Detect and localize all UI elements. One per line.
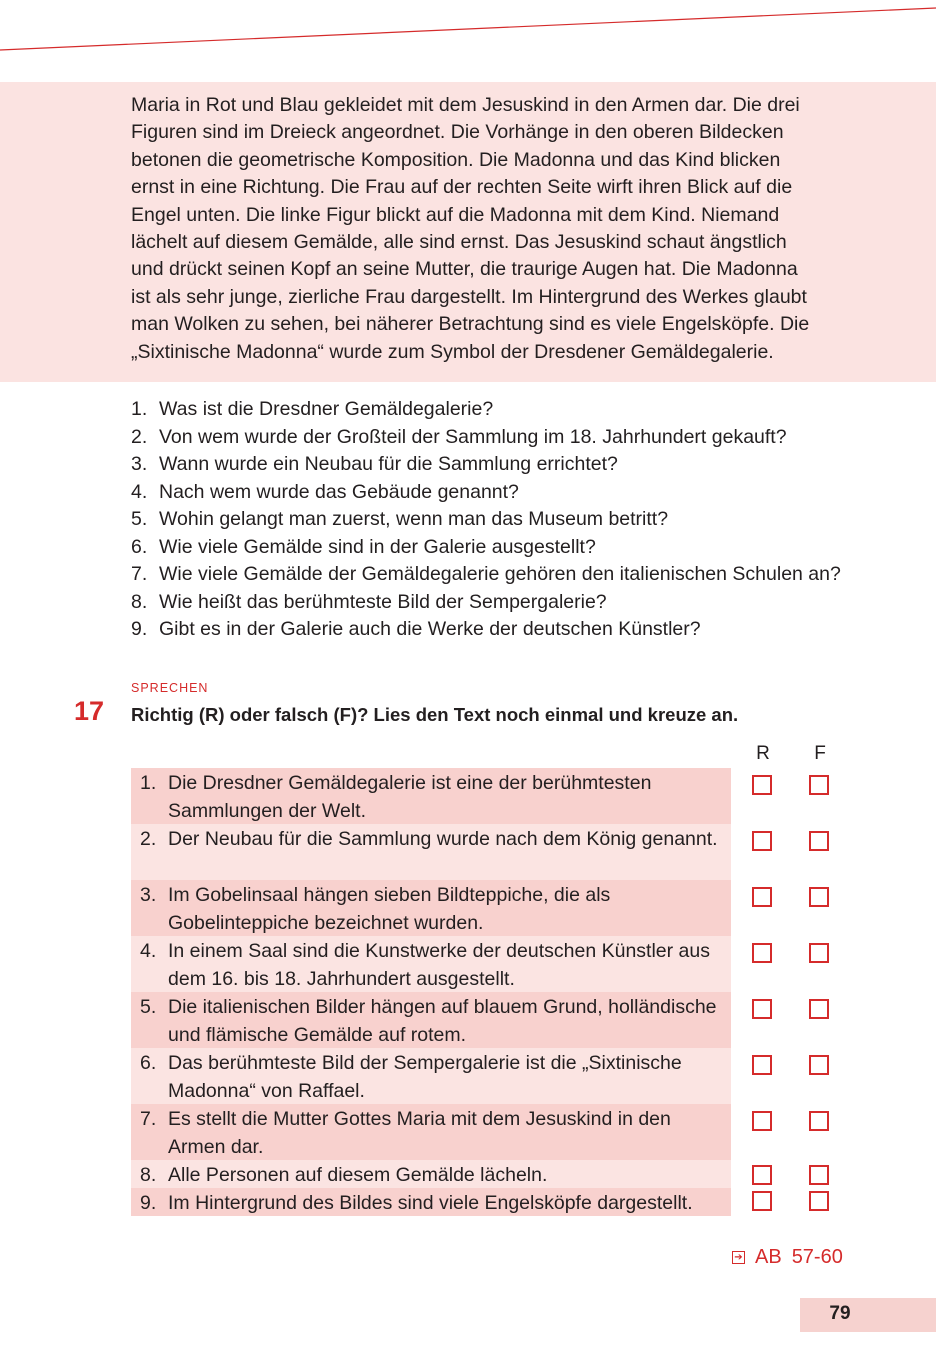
- question-text: Wie viele Gemälde der Gemäldegalerie gehören den italienischen Schulen an?: [159, 563, 841, 585]
- top-rule: [0, 0, 936, 60]
- question-text: Wann wurde ein Neubau für die Sammlung errichtet?: [159, 453, 618, 475]
- statement-text: Die Dresdner Gemäldegalerie ist eine der berühmtesten Sammlungen der Welt.: [168, 772, 652, 822]
- question-text: Wie heißt das berühmteste Bild der Sempergalerie?: [159, 590, 607, 613]
- question-list: [131, 396, 891, 644]
- statement-number: 1.: [140, 772, 157, 794]
- checkbox-falsch[interactable]: [809, 1165, 829, 1185]
- workbook-reference[interactable]: [732, 1246, 843, 1269]
- question-item: [131, 451, 891, 479]
- question-item: [131, 396, 891, 424]
- reading-line: ist als sehr junge, zierliche Frau dargestellt. Im Hintergrund des Werkes glaubt: [131, 285, 807, 308]
- task-instruction: Richtig (R) oder falsch (F)? Lies den Text noch einmal und kreuze an.: [131, 704, 739, 725]
- question-item: [131, 506, 891, 534]
- statement-row: [131, 992, 731, 1048]
- question-number: 9.: [131, 618, 148, 640]
- checkbox-richtig[interactable]: [752, 1191, 772, 1211]
- statement-row: [131, 1048, 731, 1104]
- checkbox-richtig[interactable]: [752, 1111, 772, 1131]
- statement-number: 3.: [140, 884, 157, 906]
- workbook-code: AB: [755, 1246, 782, 1268]
- question-text: Was ist die Dresdner Gemäldegalerie?: [159, 398, 494, 420]
- checkbox-falsch[interactable]: [809, 943, 829, 963]
- reading-line: betonen die geometrische Komposition. Die Madonna und das Kind blicken: [131, 148, 781, 171]
- reading-line: „Sixtinische Madonna“ wurde zum Symbol der Dresdener Gemäldegalerie.: [131, 340, 774, 363]
- question-item: [131, 589, 891, 617]
- question-number: 5.: [131, 508, 148, 530]
- statement-number: 4.: [140, 940, 157, 962]
- task-number: 17: [74, 696, 105, 726]
- question-number: 6.: [131, 535, 148, 558]
- checkbox-richtig[interactable]: [752, 943, 772, 963]
- statement-text: Die italienischen Bilder hängen auf blauem Grund, holländische und flämische Gemälde auf rotem.: [168, 996, 717, 1046]
- question-item: [131, 561, 891, 589]
- statement-text: Der Neubau für die Sammlung wurde nach dem König genannt.: [168, 828, 718, 850]
- statement-row: [131, 1160, 731, 1188]
- reading-line: ernst in eine Richtung. Die Frau auf der rechten Seite wirft ihren Blick auf die: [131, 176, 793, 199]
- statement-list: [131, 768, 871, 1216]
- reading-line: Maria in Rot und Blau gekleidet mit dem Jesuskind in den Armen dar. Die drei: [131, 94, 800, 116]
- statement-number: 7.: [140, 1108, 157, 1130]
- question-text: Wohin gelangt man zuerst, wenn man das Museum betritt?: [159, 508, 669, 530]
- statement-text: Alle Personen auf diesem Gemälde lächeln.: [168, 1164, 548, 1186]
- reading-line: lächelt auf diesem Gemälde, alle sind ernst. Das Jesuskind schaut ängstlich: [131, 231, 787, 254]
- checkbox-richtig[interactable]: [752, 1055, 772, 1075]
- question-number: 7.: [131, 563, 148, 585]
- question-number: 2.: [131, 425, 148, 448]
- arrow-box-icon: ➔: [732, 1251, 745, 1264]
- column-header-richtig: R: [756, 743, 770, 764]
- statement-row: [131, 880, 731, 936]
- statement-row: [131, 1188, 731, 1216]
- checkbox-falsch[interactable]: [809, 1111, 829, 1131]
- checkbox-falsch[interactable]: [809, 887, 829, 907]
- question-item: [131, 534, 891, 562]
- checkbox-falsch[interactable]: [809, 1055, 829, 1075]
- question-text: Wie viele Gemälde sind in der Galerie ausgestellt?: [159, 535, 596, 558]
- question-text: Gibt es in der Galerie auch die Werke der deutschen Künstler?: [159, 618, 701, 640]
- question-text: Nach wem wurde das Gebäude genannt?: [159, 480, 519, 503]
- statement-text: Es stellt die Mutter Gottes Maria mit dem Jesuskind in den Armen dar.: [168, 1108, 671, 1158]
- page-number: 79: [829, 1303, 851, 1324]
- question-number: 3.: [131, 453, 148, 475]
- statement-text: Das berühmteste Bild der Sempergalerie ist die „Sixtinische Madonna“ von Raffael.: [168, 1052, 682, 1102]
- statement-row: [131, 768, 731, 824]
- reading-line: Engel unten. Die linke Figur blickt auf die Madonna mit dem Kind. Niemand: [131, 203, 780, 226]
- checkbox-falsch[interactable]: [809, 831, 829, 851]
- question-item: [131, 616, 891, 644]
- checkbox-richtig[interactable]: [752, 1165, 772, 1185]
- checkbox-richtig[interactable]: [752, 887, 772, 907]
- question-item: [131, 424, 891, 452]
- question-number: 8.: [131, 590, 148, 613]
- statement-number: 9.: [140, 1192, 157, 1214]
- checkbox-richtig[interactable]: [752, 999, 772, 1019]
- question-number: 4.: [131, 480, 148, 503]
- question-text: Von wem wurde der Großteil der Sammlung im 18. Jahrhundert gekauft?: [159, 425, 787, 448]
- statement-row: [131, 936, 731, 992]
- checkbox-falsch[interactable]: [809, 1191, 829, 1211]
- statement-text: In einem Saal sind die Kunstwerke der deutschen Künstler aus dem 16. bis 18. Jahrhundert ausgestellt.: [168, 940, 710, 990]
- reading-line: und drückt seinen Kopf an seine Mutter, die traurige Augen hat. Die Madonna: [131, 258, 798, 281]
- statement-text: Im Gobelinsaal hängen sieben Bildteppiche, die als Gobelinteppiche bezeichnet wurden.: [168, 884, 611, 934]
- statement-number: 2.: [140, 828, 157, 850]
- question-item: [131, 479, 891, 507]
- statement-number: 8.: [140, 1164, 157, 1186]
- reading-line: Figuren sind im Dreieck angeordnet. Die Vorhänge in den oberen Bildecken: [131, 121, 784, 144]
- reading-line: man Wolken zu sehen, bei näherer Betrachtung sind es viele Engelsköpfe. Die: [131, 313, 810, 336]
- reading-text: [131, 92, 851, 366]
- section-label: SPRECHEN: [131, 681, 209, 695]
- checkbox-falsch[interactable]: [809, 999, 829, 1019]
- checkbox-falsch[interactable]: [809, 775, 829, 795]
- statement-number: 6.: [140, 1052, 157, 1074]
- workbook-pages: 57-60: [791, 1246, 843, 1268]
- checkbox-richtig[interactable]: [752, 775, 772, 795]
- statement-text: Im Hintergrund des Bildes sind viele Engelsköpfe dargestellt.: [168, 1192, 693, 1214]
- column-header-falsch: F: [814, 743, 826, 764]
- statement-row: [131, 1104, 731, 1160]
- statement-row: [131, 824, 731, 880]
- statement-number: 5.: [140, 996, 157, 1018]
- checkbox-richtig[interactable]: [752, 831, 772, 851]
- question-number: 1.: [131, 398, 148, 420]
